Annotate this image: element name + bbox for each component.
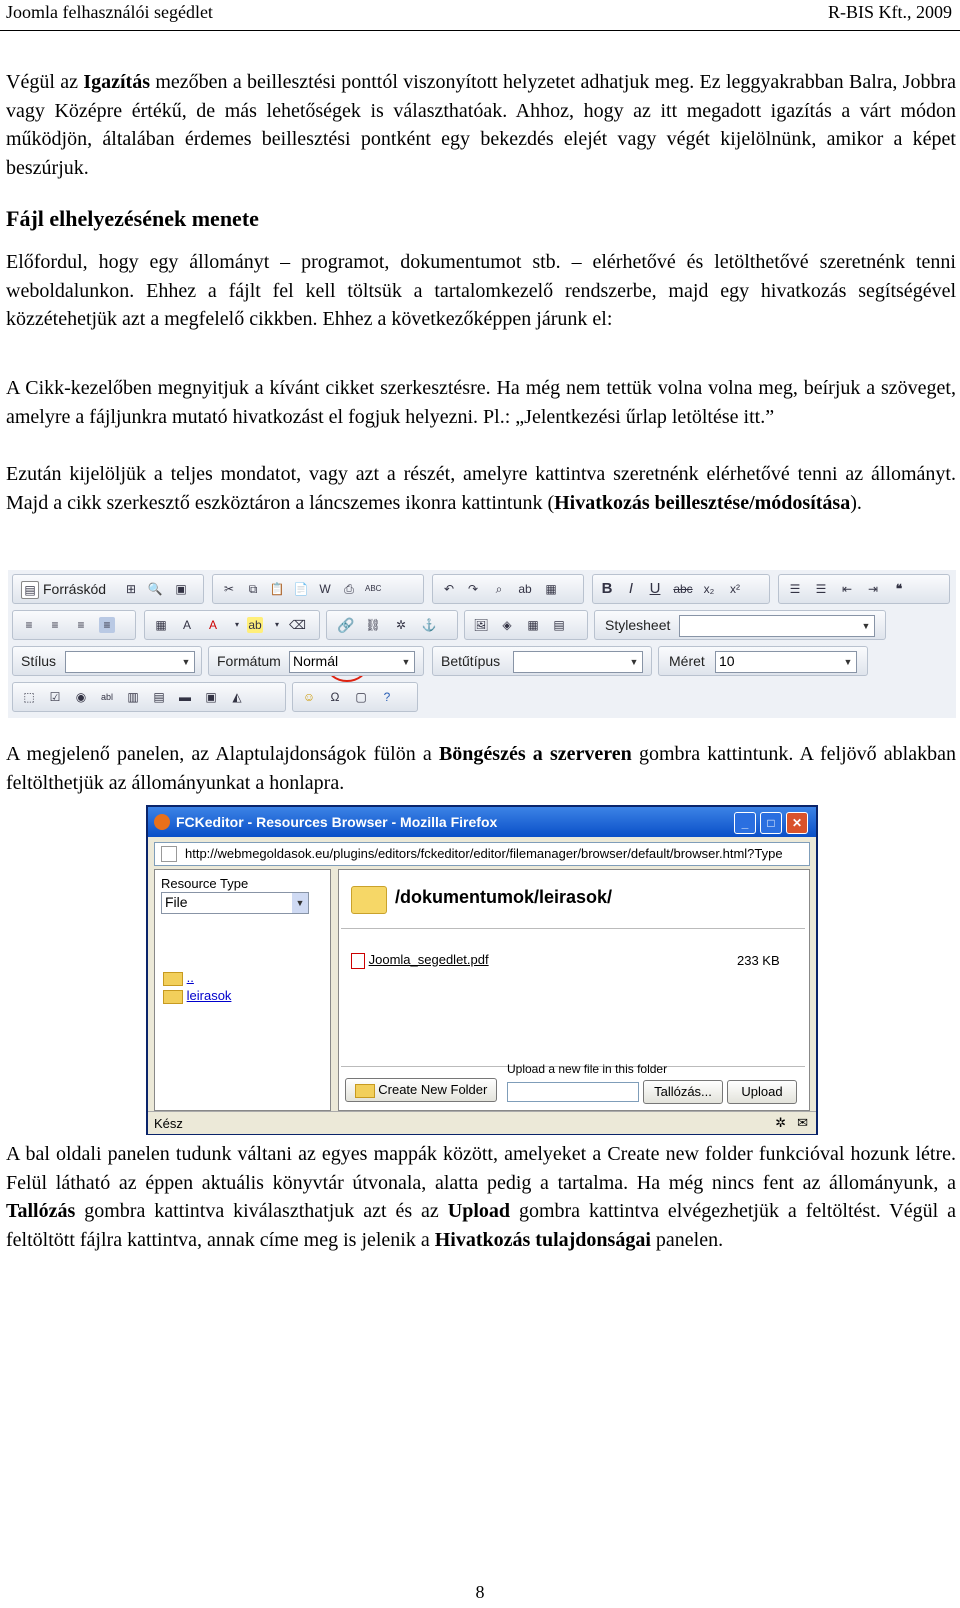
current-folder-icon — [351, 886, 387, 914]
unlink-icon[interactable]: ⛓ — [365, 618, 381, 632]
paste-text-icon[interactable]: 📄 — [293, 582, 309, 596]
undo-icon[interactable]: ↶ — [443, 582, 455, 596]
toolbar-group-insert — [464, 610, 588, 640]
textfield-icon[interactable]: abl — [100, 692, 113, 702]
path-divider — [341, 928, 805, 929]
bug-icon: ✲ — [775, 1115, 786, 1130]
text-color-dropdown-icon[interactable]: ▾ — [234, 620, 239, 629]
browser-title: FCKeditor - Resources Browser - Mozilla Firefox — [176, 814, 498, 830]
style-select[interactable] — [65, 651, 195, 673]
align-center-icon[interactable]: ≡ — [51, 618, 59, 632]
resource-type-label: Resource Type — [161, 876, 249, 891]
background-color-dropdown-icon[interactable]: ▾ — [274, 620, 279, 629]
superscript-icon[interactable]: x² — [730, 582, 740, 596]
file-panel — [338, 869, 810, 1111]
radio-icon[interactable]: ◉ — [75, 690, 87, 704]
create-folder-button[interactable] — [345, 1078, 497, 1102]
chevron-down-icon: ▼ — [629, 657, 639, 667]
page-header — [0, 0, 960, 31]
file-name[interactable]: Joomla_segedlet.pdf — [368, 952, 489, 967]
textarea-icon[interactable]: ▥ — [127, 690, 139, 704]
checkbox-icon[interactable]: ☑ — [49, 690, 61, 704]
editor-toolbar-image — [8, 570, 956, 718]
folder-up-icon — [163, 972, 183, 986]
anchor-icon-faded[interactable]: ✲ — [395, 618, 407, 632]
toolbar-group-align — [12, 610, 136, 640]
special-char-icon[interactable]: Ω — [330, 690, 340, 704]
folder-icon — [355, 1084, 375, 1098]
preview-icon[interactable]: 🔍 — [147, 582, 163, 596]
resource-browser-window — [146, 805, 818, 1135]
underline-icon[interactable]: U — [649, 580, 661, 597]
stylesheet-label: Stylesheet — [605, 617, 671, 633]
justify-icon[interactable]: ≡ — [99, 617, 115, 633]
folder-panel — [154, 869, 331, 1111]
browse-button[interactable]: Tallózás... — [643, 1080, 723, 1104]
italic-icon[interactable]: I — [628, 580, 634, 597]
current-path: /dokumentumok/leirasok/ — [395, 887, 613, 907]
pdf-icon — [351, 953, 365, 969]
address-bar[interactable] — [154, 842, 810, 866]
paragraph-alignment: Végül az Igazítás mezőben a beillesztési ponttól viszonyított helyzetet adhatjuk meg. Ez leggyakrabban Balra, Jobbra vagy Középre értékű, de más lehetőségek is választhatóak. Ahhoz, hogy az itt megadott igazítás a várt módon működjön, általában érdemes beillesztési pontként egy bekezdés elejét vagy végét kijelölnünk, amikor a képet beszúrjuk. — [6, 71, 956, 179]
toolbar-group-link — [326, 610, 458, 640]
toolbar-row-4 — [8, 680, 956, 712]
format-label: Formátum — [217, 653, 281, 669]
paragraph-open-article: A Cikk-kezelőben megnyitjuk a kívánt cikket szerkesztésre. Ha még nem tettük volna volna meg, beírjuk a szöveget, amelyre a fájljunkra mutató hivatkozást el fogjuk helyezni. Pl.: „Jelentkezési űrlap letöltése itt.” — [6, 377, 956, 428]
button-field-icon[interactable]: ▬ — [179, 690, 191, 704]
insert-table-icon[interactable]: ▦ — [527, 618, 539, 632]
paste-word-icon[interactable]: W — [319, 582, 331, 596]
toolbar-group-size — [658, 646, 868, 676]
format-value: Normál — [293, 653, 339, 669]
stylesheet-select[interactable] — [679, 615, 875, 637]
header-left: Joomla felhasználói segédlet — [6, 2, 213, 22]
blockquote-icon[interactable]: ❝ — [895, 582, 903, 596]
link-icon[interactable]: 🔗 — [337, 617, 355, 633]
select-field-icon[interactable]: ▤ — [153, 690, 165, 704]
indent-icon[interactable]: ⇥ — [867, 582, 879, 596]
fit-window-icon[interactable]: ▢ — [355, 690, 367, 704]
text-color-icon[interactable]: A — [208, 618, 217, 632]
copy-icon[interactable]: ⧉ — [248, 582, 258, 596]
toolbar-group-format — [144, 610, 320, 640]
chevron-down-icon: ▼ — [401, 657, 411, 667]
close-icon[interactable]: ✕ — [786, 812, 808, 834]
print-icon[interactable]: ⎙ — [344, 582, 354, 596]
resource-type-value: File — [165, 894, 188, 910]
font-select[interactable] — [513, 651, 643, 673]
paragraph-left-panel: A bal oldali panelen tudunk váltani az egyes mappák között, amelyeket a Create new folder funkcióval hozunk létre. Felül látható az éppen aktuális könyvtár útvonala, alatta pedig a tartalma. Ha még nincs fent az állományunk, a Tallózás gombra kattintva kiválaszthatjuk azt és az Upload gombra kattintva elvégezhetjük a feltöltést. Végül a feltöltött fájlra kattintva, annak címe meg is jelenik a Hivatkozás tulajdonságai panelen. — [6, 1143, 956, 1251]
chevron-down-icon: ▼ — [861, 621, 871, 631]
folder-item[interactable] — [163, 988, 231, 1004]
toolbar-group-font — [432, 646, 652, 676]
toolbar-group-stylesheet — [594, 610, 886, 640]
table-icon[interactable]: ▦ — [155, 618, 167, 632]
page-number: 8 — [475, 1582, 485, 1602]
flash-icon[interactable]: ◈ — [502, 618, 512, 632]
bullet-list-icon[interactable]: ☰ — [815, 582, 827, 596]
template-icon[interactable]: ⊞ — [125, 582, 137, 596]
font-label: Betűtípus — [441, 653, 501, 669]
replace-icon[interactable]: ab — [518, 582, 532, 596]
create-folder-label: Create New Folder — [378, 1082, 488, 1097]
folder-up-label: .. — [186, 970, 194, 985]
mail-icon: ✉ — [797, 1115, 808, 1130]
numbered-list-icon[interactable]: ☰ — [789, 582, 801, 596]
folder-label: leirasok — [186, 988, 232, 1003]
chevron-down-icon: ▼ — [292, 893, 308, 913]
maximize-icon[interactable]: □ — [760, 812, 782, 834]
format-select[interactable] — [289, 651, 415, 673]
toolbar-group-undo — [432, 574, 584, 604]
size-value: 10 — [719, 653, 735, 669]
background-color-icon[interactable]: ab — [248, 618, 262, 632]
print-preview-icon[interactable]: ▣ — [175, 582, 187, 596]
outdent-icon[interactable]: ⇤ — [841, 582, 853, 596]
address-url: http://webmegoldasok.eu/plugins/editors/fckeditor/editor/filemanager/browser/default/browser.html?Type — [185, 846, 783, 861]
page-icon — [161, 846, 177, 862]
paragraph-intro: Előfordul, hogy egy állományt – programot, dokumentumot stb. – elérhetővé és letölthetővé szeretnénk tenni weboldalunkon. Ehhez a fájlt fel kell töltsük a tartalomkezelő rendszerbe, majd egy hivatkozás segítségével közzétehetjük azt a megfelelő cikkben. Ehhez a következőképpen járunk el: — [6, 251, 956, 330]
style-label: Stílus — [21, 653, 57, 669]
toolbar-group-text-style — [592, 574, 770, 604]
minimize-icon[interactable]: _ — [734, 812, 756, 834]
toolbar-group-style — [12, 646, 202, 676]
toolbar-group-misc — [292, 682, 418, 712]
paragraph-browse-server: A megjelenő panelen, az Alaptulajdonságok fülön a Böngészés a szerveren gombra kattintunk. A feljövő ablakban feltölthetjük az állományunkat a honlapra. — [6, 743, 956, 794]
size-label: Méret — [669, 653, 705, 669]
toolbar-group-lists — [778, 574, 950, 604]
file-row[interactable] — [351, 952, 489, 969]
toolbar-group-format-select — [208, 646, 424, 676]
toolbar-group-form — [12, 682, 286, 712]
chevron-down-icon: ▼ — [181, 657, 191, 667]
redo-icon[interactable]: ↷ — [467, 582, 479, 596]
help-icon[interactable]: ? — [383, 690, 391, 704]
horizontal-rule-icon[interactable]: ▤ — [553, 618, 565, 632]
toolbar-group-source — [12, 574, 204, 604]
size-select[interactable] — [715, 651, 857, 673]
image-button-icon[interactable]: ▣ — [205, 690, 217, 704]
upload-button[interactable]: Upload — [727, 1080, 797, 1104]
file-size: 233 KB — [737, 953, 780, 968]
folder-up-item[interactable] — [163, 970, 194, 986]
spellcheck-icon[interactable]: ABC — [365, 584, 382, 593]
smiley-icon[interactable]: ☺ — [302, 690, 316, 704]
hidden-field-icon[interactable]: ◭ — [232, 690, 242, 704]
section-heading: Fájl elhelyezésének menete — [6, 206, 259, 231]
chevron-down-icon: ▼ — [843, 657, 853, 667]
header-right: R-BIS Kft., 2009 — [827, 2, 952, 22]
status-bar — [148, 1111, 816, 1134]
toolbar-row-3 — [8, 644, 956, 676]
upload-file-input[interactable] — [507, 1082, 639, 1102]
firefox-icon — [154, 814, 170, 830]
select-all-icon[interactable]: ▦ — [545, 582, 557, 596]
browser-title-bar — [148, 807, 816, 837]
align-left-icon[interactable]: ≡ — [25, 618, 33, 632]
find-icon[interactable]: ⌕ — [495, 582, 503, 596]
image-icon[interactable]: 🖼 — [473, 618, 489, 632]
status-text: Kész — [154, 1116, 183, 1131]
format-icon[interactable]: A — [182, 618, 191, 632]
remove-format-icon[interactable]: ⌫ — [289, 618, 306, 632]
bold-icon[interactable]: B — [601, 580, 613, 597]
paste-icon[interactable]: 📋 — [269, 582, 285, 596]
cut-icon[interactable]: ✂ — [223, 582, 235, 596]
source-icon[interactable]: ▤ — [21, 581, 39, 599]
form-icon[interactable]: ⬚ — [23, 690, 35, 704]
toolbar-row-1 — [8, 572, 956, 604]
upload-label: Upload a new file in this folder — [507, 1062, 668, 1076]
source-label[interactable]: Forráskód — [43, 581, 107, 597]
subscript-icon[interactable]: x₂ — [703, 582, 715, 596]
strikethrough-icon[interactable]: abc — [673, 582, 693, 596]
folder-icon — [163, 990, 183, 1004]
anchor-icon[interactable]: ⚓ — [421, 618, 437, 632]
resource-type-select[interactable] — [161, 892, 309, 914]
align-right-icon[interactable]: ≡ — [77, 618, 85, 632]
toolbar-row-2 — [8, 608, 956, 640]
paragraph-select-text: Ezután kijelöljük a teljes mondatot, vagy azt a részét, amelyre kattintva szeretnénk elérhetővé tenni az állományt. Majd a cikk szerkesztő eszköztáron a láncszemes ikonra kattintunk (Hivatkozás beillesztése/módosítása). — [6, 463, 956, 514]
toolbar-group-clipboard — [212, 574, 424, 604]
